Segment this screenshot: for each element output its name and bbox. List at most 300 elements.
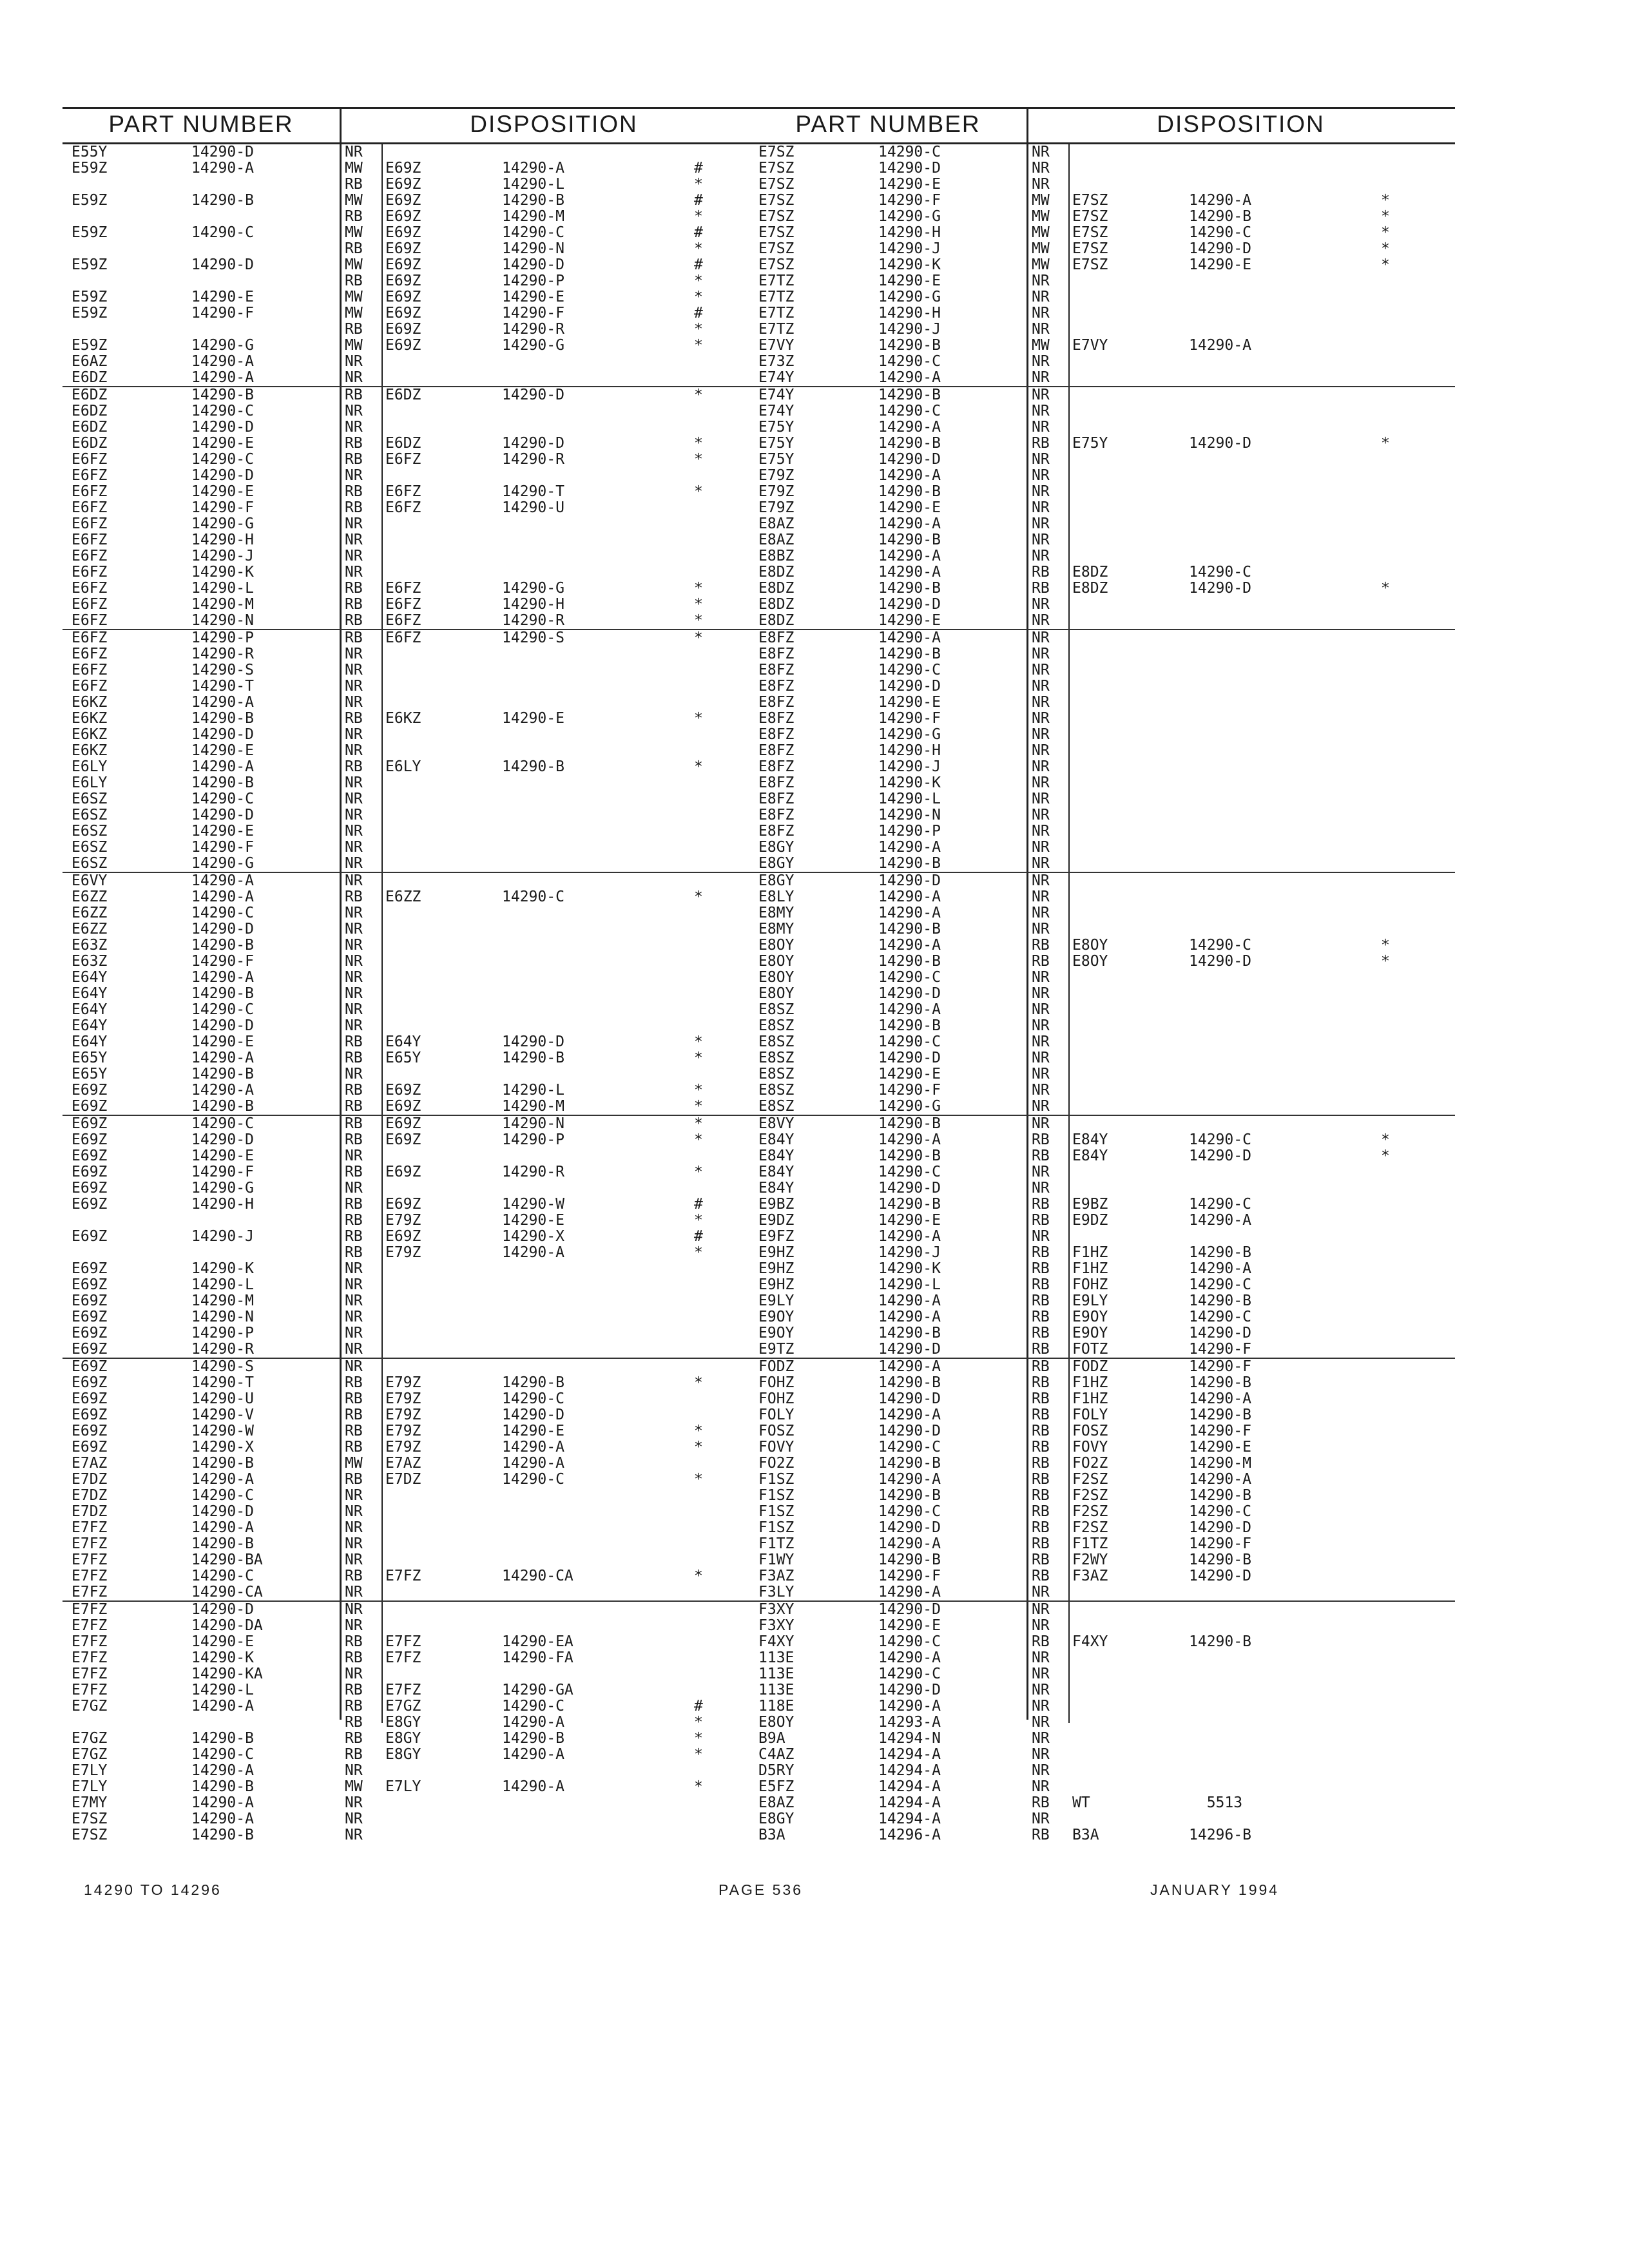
code-cell: NR — [1032, 1617, 1050, 1634]
code-cell: NR — [345, 1358, 363, 1375]
model-cell: E8OY — [758, 937, 795, 954]
table-row — [749, 468, 1455, 484]
part-cell: 14290-B — [878, 953, 941, 970]
table-row — [63, 986, 768, 1002]
mark-cell: * — [694, 176, 703, 193]
table-row — [749, 1407, 1455, 1423]
disp-model-cell: F1HZ — [1072, 1244, 1108, 1261]
model-cell: E6ZZ — [72, 921, 108, 937]
table-row — [749, 1602, 1455, 1618]
part-cell: 14290-L — [191, 1276, 254, 1293]
code-cell: NR — [1032, 387, 1050, 403]
code-cell: RB — [345, 889, 363, 905]
part-cell: 14294-A — [878, 1746, 941, 1763]
part-cell: 14290-D — [878, 1341, 941, 1358]
code-cell: NR — [345, 1552, 363, 1568]
model-cell: F4XY — [758, 1633, 795, 1650]
code-cell: NR — [1032, 612, 1050, 629]
code-cell: NR — [1032, 1228, 1050, 1245]
mark-cell: * — [1381, 435, 1390, 452]
code-cell: RB — [345, 1730, 363, 1747]
code-cell: NR — [345, 369, 363, 386]
disp-part-cell: 14290-B — [1189, 208, 1251, 225]
disp-part-cell: 14290-C — [502, 1471, 564, 1488]
mark-cell: * — [694, 451, 703, 468]
disp-model-cell: E69Z — [385, 1098, 421, 1115]
model-cell: E7SZ — [758, 256, 795, 273]
code-cell: RB — [1032, 953, 1050, 970]
code-cell: NR — [1032, 1746, 1050, 1763]
table-row — [749, 1504, 1455, 1520]
disp-model-cell: E69Z — [385, 1082, 421, 1099]
disposition-heading: DISPOSITION — [1157, 111, 1325, 137]
disp-part-cell: 14290-R — [502, 1164, 564, 1180]
disp-model-cell: F1HZ — [1072, 1390, 1108, 1407]
part-cell: 14290-F — [191, 305, 254, 322]
part-cell: 14290-A — [191, 1698, 254, 1715]
part-cell: 14290-D — [191, 144, 254, 160]
disposition-heading: DISPOSITION — [470, 111, 638, 137]
model-cell: E6FZ — [72, 548, 108, 564]
model-cell: E6FZ — [72, 515, 108, 532]
code-cell: MW — [1032, 240, 1050, 257]
model-cell: E6KZ — [72, 742, 108, 759]
part-cell: 14290-A — [878, 1584, 941, 1600]
table-row — [63, 225, 768, 241]
part-cell: 14290-CA — [191, 1584, 263, 1600]
table-row — [749, 241, 1455, 257]
model-cell: E75Y — [758, 451, 795, 468]
disp-part-cell: 14290-C — [1189, 1196, 1251, 1213]
code-cell: NR — [1032, 532, 1050, 548]
model-cell: F1SZ — [758, 1519, 795, 1536]
table-row — [63, 823, 768, 840]
mark-cell: * — [1381, 192, 1390, 209]
table-row — [63, 403, 768, 419]
part-cell: 14290-KA — [191, 1666, 263, 1682]
disp-part-cell: 14290-E — [1189, 1439, 1251, 1456]
code-cell: NR — [1032, 839, 1050, 856]
part-cell: 14290-F — [191, 839, 254, 856]
disp-model-cell: E69Z — [385, 160, 421, 177]
disp-model-cell: E6FZ — [385, 580, 421, 597]
code-cell: RB — [345, 1082, 363, 1099]
disp-part-cell: 5513 — [1189, 1794, 1243, 1811]
disp-part-cell: 14290-A — [502, 1439, 564, 1456]
disp-model-cell: F3AZ — [1072, 1568, 1108, 1584]
disp-model-cell: E6FZ — [385, 596, 421, 613]
disp-part-cell: 14290-C — [502, 889, 564, 905]
table-row — [749, 1472, 1455, 1488]
part-cell: 14290-E — [878, 1617, 941, 1634]
disp-model-cell: E69Z — [385, 1164, 421, 1180]
code-cell: RB — [1032, 1471, 1050, 1488]
table-row — [63, 1066, 768, 1082]
code-cell: MW — [1032, 224, 1050, 241]
part-cell: 14290-E — [191, 1148, 254, 1164]
code-cell: NR — [1032, 1164, 1050, 1180]
code-cell: RB — [1032, 1519, 1050, 1536]
part-cell: 14290-G — [878, 1098, 941, 1115]
part-cell: 14290-F — [191, 953, 254, 970]
code-cell: RB — [1032, 1455, 1050, 1472]
code-cell: NR — [345, 1584, 363, 1600]
disp-model-cell: E79Z — [385, 1423, 421, 1439]
disp-part-cell: 14290-A — [1189, 337, 1251, 354]
table-row — [749, 630, 1455, 646]
disp-model-cell: E8OY — [1072, 953, 1108, 970]
code-cell: NR — [345, 1180, 363, 1196]
model-cell: E6DZ — [72, 387, 108, 403]
mark-cell: * — [694, 710, 703, 727]
disp-part-cell: 14290-M — [502, 1098, 564, 1115]
code-cell: NR — [1032, 1050, 1050, 1066]
code-cell: NR — [1032, 289, 1050, 305]
table-row — [63, 532, 768, 548]
table-row — [63, 905, 768, 921]
model-cell: B9A — [758, 1730, 786, 1747]
part-cell: 14290-D — [191, 467, 254, 484]
right-header — [749, 107, 1455, 144]
table-row — [749, 759, 1455, 775]
part-cell: 14290-N — [191, 1309, 254, 1325]
table-row — [749, 823, 1455, 840]
model-cell: E8FZ — [758, 742, 795, 759]
disp-model-cell: E69Z — [385, 1196, 421, 1213]
model-cell: E69Z — [72, 1309, 108, 1325]
code-cell: RB — [1032, 1568, 1050, 1584]
part-cell: 14290-C — [878, 1633, 941, 1650]
part-cell: 14290-B — [878, 1487, 941, 1504]
part-cell: 14290-C — [191, 451, 254, 468]
model-cell: E8SZ — [758, 1001, 795, 1018]
disp-part-cell: 14290-D — [1189, 435, 1251, 452]
part-cell: 14290-B — [191, 1827, 254, 1843]
disp-model-cell: E7FZ — [385, 1649, 421, 1666]
part-cell: 14290-A — [878, 1358, 941, 1375]
code-cell: RB — [1032, 1535, 1050, 1552]
part-cell: 14290-F — [878, 192, 941, 209]
table-row — [749, 662, 1455, 678]
model-cell: E69Z — [72, 1260, 108, 1277]
code-cell: NR — [1032, 419, 1050, 436]
table-row — [63, 1099, 768, 1116]
model-cell: E84Y — [758, 1131, 795, 1148]
model-cell: E7FZ — [72, 1633, 108, 1650]
table-row — [63, 1504, 768, 1520]
mark-cell: * — [694, 1115, 703, 1132]
model-cell: E69Z — [72, 1325, 108, 1341]
disp-part-cell: 14290-P — [502, 273, 564, 289]
part-cell: 14290-H — [191, 532, 254, 548]
code-cell: NR — [1032, 774, 1050, 791]
part-cell: 14290-B — [878, 1017, 941, 1034]
part-cell: 14290-B — [878, 646, 941, 662]
disp-part-cell: 14290-C — [502, 1698, 564, 1715]
part-cell: 14290-B — [191, 1066, 254, 1082]
mark-cell: * — [694, 337, 703, 354]
part-cell: 14290-C — [191, 1001, 254, 1018]
mark-cell: * — [694, 387, 703, 403]
part-cell: 14290-A — [878, 1407, 941, 1423]
disp-model-cell: E6ZZ — [385, 889, 421, 905]
disp-part-cell: 14290-N — [502, 240, 564, 257]
model-cell: E64Y — [72, 1033, 108, 1050]
code-cell: MW — [345, 1778, 363, 1795]
footer-page-number: PAGE 536 — [718, 1881, 803, 1898]
model-cell: F1SZ — [758, 1487, 795, 1504]
disp-part-cell: 14290-D — [1189, 240, 1251, 257]
table-row — [63, 1277, 768, 1293]
model-cell: E7DZ — [72, 1487, 108, 1504]
table-row — [63, 1034, 768, 1050]
table-row — [63, 484, 768, 500]
code-cell: NR — [345, 953, 363, 970]
part-cell: 14290-A — [191, 1811, 254, 1827]
table-row — [749, 1536, 1455, 1552]
table-row — [749, 1359, 1455, 1375]
code-cell: NR — [1032, 1082, 1050, 1099]
part-cell: 14290-G — [191, 1180, 254, 1196]
disp-part-cell: 14290-P — [502, 1131, 564, 1148]
model-cell: E6LY — [72, 774, 108, 791]
part-cell: 14290-A — [191, 1082, 254, 1099]
model-cell: E6FZ — [72, 646, 108, 662]
disp-model-cell: E69Z — [385, 337, 421, 354]
disp-model-cell: E8OY — [1072, 937, 1108, 954]
disp-part-cell: 14290-B — [1189, 1374, 1251, 1391]
table-row — [63, 1715, 768, 1731]
table-row — [749, 807, 1455, 823]
model-cell: E7TZ — [758, 273, 795, 289]
table-row — [63, 419, 768, 436]
code-cell: NR — [345, 1309, 363, 1325]
table-row — [749, 711, 1455, 727]
part-cell: 14290-D — [878, 1390, 941, 1407]
part-cell: 14290-B — [191, 774, 254, 791]
part-cell: 14290-E — [878, 694, 941, 711]
model-cell: E7SZ — [758, 144, 795, 160]
disp-model-cell: E69Z — [385, 321, 421, 338]
disp-model-cell: E6FZ — [385, 483, 421, 500]
code-cell: NR — [345, 1762, 363, 1779]
code-cell: NR — [1032, 758, 1050, 775]
part-cell: 14290-T — [191, 1374, 254, 1391]
disp-part-cell: 14290-G — [502, 337, 564, 354]
code-cell: NR — [345, 353, 363, 370]
disp-model-cell: F1TZ — [1072, 1535, 1108, 1552]
model-cell: E64Y — [72, 985, 108, 1002]
code-cell: RB — [345, 240, 363, 257]
model-cell: E69Z — [72, 1131, 108, 1148]
disp-part-cell: 14290-N — [502, 1115, 564, 1132]
table-row — [63, 1747, 768, 1763]
part-cell: 14290-L — [878, 791, 941, 807]
part-cell: 14290-N — [191, 612, 254, 629]
table-row — [63, 1827, 768, 1843]
part-cell: 14290-G — [191, 515, 254, 532]
disp-part-cell: 14290-FA — [502, 1649, 574, 1666]
part-cell: 14290-C — [878, 144, 941, 160]
code-cell: NR — [1032, 855, 1050, 872]
mark-cell: * — [1381, 580, 1390, 597]
part-cell: 14290-R — [191, 1341, 254, 1358]
part-cell: 14290-F — [878, 1568, 941, 1584]
table-row — [749, 581, 1455, 597]
table-row — [749, 937, 1455, 954]
footer-part-range: 14290 TO 14296 — [84, 1881, 222, 1898]
disp-part-cell: 14290-D — [1189, 1325, 1251, 1341]
table-row — [749, 1116, 1455, 1132]
table-row — [749, 289, 1455, 305]
model-cell: E7FZ — [72, 1649, 108, 1666]
model-cell: E8GY — [758, 839, 795, 856]
disp-part-cell: 14290-D — [1189, 953, 1251, 970]
model-cell: E6FZ — [72, 612, 108, 629]
footer-date: JANUARY 1994 — [1150, 1881, 1280, 1898]
part-cell: 14290-V — [191, 1407, 254, 1423]
mark-cell: * — [694, 1714, 703, 1731]
model-cell: FOLY — [758, 1407, 795, 1423]
code-cell: NR — [1032, 483, 1050, 500]
table-row — [749, 436, 1455, 452]
right-column — [749, 107, 1455, 1843]
part-cell: 14290-C — [878, 969, 941, 986]
disp-part-cell: 14290-E — [1189, 256, 1251, 273]
disp-model-cell: E69Z — [385, 240, 421, 257]
code-cell: NR — [345, 921, 363, 937]
model-cell: C4AZ — [758, 1746, 795, 1763]
code-cell: RB — [1032, 1276, 1050, 1293]
table-row — [749, 986, 1455, 1002]
table-row — [749, 1277, 1455, 1293]
mark-cell: * — [1381, 1148, 1390, 1164]
table-row — [749, 500, 1455, 516]
disp-part-cell: 14290-T — [502, 483, 564, 500]
disp-part-cell: 14290-B — [1189, 1244, 1251, 1261]
table-row — [63, 1407, 768, 1423]
model-cell: E7FZ — [72, 1666, 108, 1682]
code-cell: NR — [1032, 823, 1050, 840]
mark-cell: # — [694, 305, 703, 322]
part-cell: 14290-A — [191, 872, 254, 889]
model-cell: E6SZ — [72, 791, 108, 807]
code-cell: NR — [1032, 1033, 1050, 1050]
model-cell: E6LY — [72, 758, 108, 775]
disp-part-cell: 14290-A — [502, 1455, 564, 1472]
mark-cell: * — [694, 580, 703, 597]
part-cell: 14290-C — [191, 1568, 254, 1584]
table-row — [63, 1472, 768, 1488]
disp-model-cell: E69Z — [385, 192, 421, 209]
code-cell: NR — [1032, 694, 1050, 711]
model-cell: E8FZ — [758, 646, 795, 662]
table-row — [63, 160, 768, 177]
table-row — [749, 1375, 1455, 1391]
disp-part-cell: 14290-A — [1189, 1212, 1251, 1229]
table-row — [63, 1602, 768, 1618]
model-cell: E69Z — [72, 1293, 108, 1309]
code-cell: NR — [345, 726, 363, 743]
table-row — [63, 1779, 768, 1795]
code-cell: NR — [1032, 499, 1050, 516]
table-row — [63, 1148, 768, 1164]
part-cell: 14290-B — [878, 855, 941, 872]
table-row — [749, 727, 1455, 743]
mark-cell: * — [694, 273, 703, 289]
code-cell: NR — [1032, 451, 1050, 468]
table-row — [63, 1568, 768, 1584]
disp-model-cell: E9BZ — [1072, 1196, 1108, 1213]
model-cell: E6ZZ — [72, 905, 108, 921]
part-cell: 14290-F — [878, 1082, 941, 1099]
part-cell: 14290-A — [878, 548, 941, 564]
disp-part-cell: 14290-A — [1189, 192, 1251, 209]
model-cell: E59Z — [72, 289, 108, 305]
part-cell: 14290-A — [191, 1794, 254, 1811]
part-cell: 14290-C — [878, 1439, 941, 1456]
code-cell: MW — [345, 224, 363, 241]
code-cell: NR — [1032, 710, 1050, 727]
part-cell: 14290-D — [878, 985, 941, 1002]
disp-part-cell: 14290-F — [1189, 1535, 1251, 1552]
table-row — [749, 1132, 1455, 1148]
code-cell: RB — [345, 1568, 363, 1584]
model-cell: E79Z — [758, 467, 795, 484]
code-cell: NR — [345, 1617, 363, 1634]
disp-part-cell: 14290-C — [1189, 1503, 1251, 1520]
table-row — [63, 1811, 768, 1827]
code-cell: NR — [1032, 985, 1050, 1002]
code-cell: RB — [345, 1390, 363, 1407]
disp-part-cell: 14290-C — [1189, 1131, 1251, 1148]
disp-model-cell: E7VY — [1072, 337, 1108, 354]
table-row — [63, 1375, 768, 1391]
disp-model-cell: E69Z — [385, 224, 421, 241]
table-row — [63, 1634, 768, 1650]
model-cell: E7SZ — [758, 208, 795, 225]
table-row — [63, 1293, 768, 1309]
code-cell: RB — [1032, 1309, 1050, 1325]
model-cell: E8FZ — [758, 694, 795, 711]
part-cell: 14290-C — [191, 1115, 254, 1132]
part-cell: 14290-M — [191, 596, 254, 613]
table-row — [749, 516, 1455, 532]
table-row — [63, 1536, 768, 1552]
model-cell: E6FZ — [72, 678, 108, 695]
disp-model-cell: F2SZ — [1072, 1519, 1108, 1536]
table-row — [749, 1520, 1455, 1536]
table-row — [63, 1731, 768, 1747]
part-cell: 14290-P — [191, 629, 254, 646]
model-cell: E8OY — [758, 985, 795, 1002]
part-cell: 14290-B — [878, 1196, 941, 1213]
model-cell: E7AZ — [72, 1455, 108, 1472]
disp-part-cell: 14290-C — [1189, 224, 1251, 241]
code-cell: NR — [345, 823, 363, 840]
table-row — [63, 1082, 768, 1099]
disp-model-cell: E8GY — [385, 1730, 421, 1747]
model-cell: E6DZ — [72, 369, 108, 386]
mark-cell: * — [694, 629, 703, 646]
mark-cell: * — [694, 1568, 703, 1584]
disp-part-cell: 14290-E — [502, 289, 564, 305]
model-cell: E8VY — [758, 1115, 795, 1132]
table-row — [749, 1795, 1455, 1811]
disp-model-cell: E7SZ — [1072, 256, 1108, 273]
part-cell: 14290-D — [191, 1503, 254, 1520]
mark-cell: * — [694, 1471, 703, 1488]
